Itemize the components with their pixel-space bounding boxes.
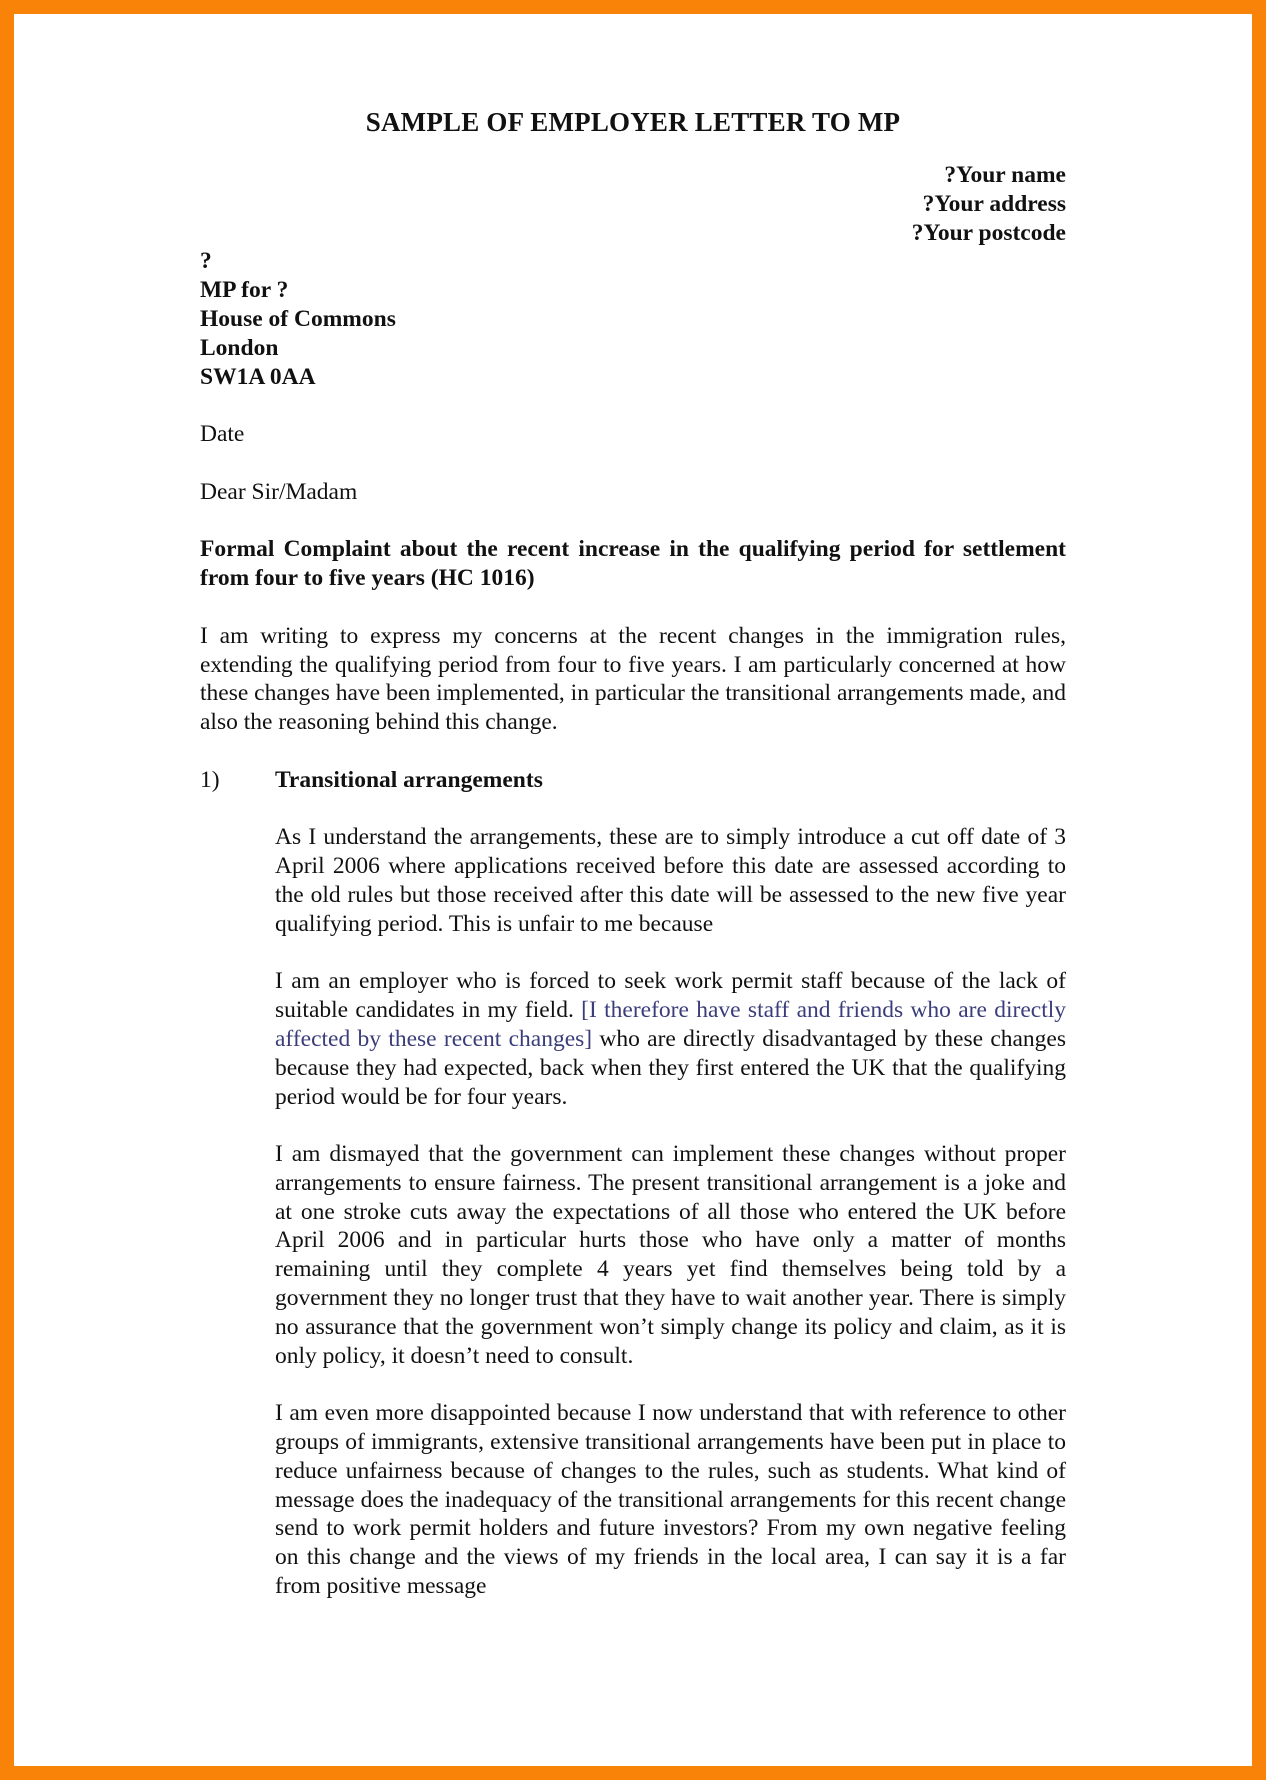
- sender-postcode: ?Your postcode: [911, 219, 1066, 246]
- sender-name: ?Your name: [944, 162, 1066, 188]
- section-heading: [200, 766, 1066, 795]
- letter-title: SAMPLE OF EMPLOYER LETTER TO MP: [365, 107, 901, 137]
- sender-address-block: [200, 161, 1066, 247]
- recipient-address-block: [200, 247, 1066, 391]
- recipient-name: ?: [200, 248, 212, 275]
- letter-page: [200, 90, 1066, 1601]
- section-paragraph-3: I am dismayed that the government can implement these changes without proper arrangements to ensure fairness. The present transitional arrangement is a joke and at one stroke cuts away the expectations of all those who entered the UK before April 2006 and in particular hurts those who have only a matter of months remaining until they complete 4 years yet find themselves being told by a government they no longer trust that they have to wait another year. There is simply no assurance that the government won’t simply change its policy and claim, as it is only policy, it doesn’t need to consult.: [275, 1141, 1066, 1369]
- section-paragraph-1: As I understand the arrangements, these are to simply introduce a cut off date of 3 April 2006 where applications received before this date are assessed according to the old rules but those received after this date will be assessed to the new five year qualifying period. This is unfair to me because: [275, 824, 1066, 937]
- sender-address: ?Your address: [922, 190, 1066, 217]
- section-paragraph-2: [275, 967, 1066, 1111]
- section-number: 1): [200, 766, 220, 793]
- section-paragraph-4: I am even more disappointed because I now understand that with reference to other groups of immigrants, extensive transitional arrangements have been put in place to reduce unfairness because of changes to the rules, such as students. What kind of message does the inadequacy of the transitional arrangements for this recent change send to work permit holders and future investors? From my own negative feeling on this change and the views of my friends in the local area, I can say it is a far from positive message: [275, 1400, 1066, 1600]
- recipient-constituency: MP for ?: [200, 277, 289, 304]
- section-title: Transitional arrangements: [275, 766, 543, 793]
- letter-date: Date: [200, 421, 245, 448]
- paragraph-2-start: I am an employer who is forced to seek work permit staff because of the lack of suitable candidates in my field.: [275, 968, 1066, 1024]
- paragraph-2-end: who are directly disadvantaged by these changes because they had expected, back when they first entered the UK that the qualifying period would be for four years.: [275, 1025, 1067, 1110]
- highlighted-placeholder-text: [I therefore have staff and friends who are directly affected by these recent changes]: [275, 997, 1066, 1052]
- intro-paragraph: I am writing to express my concerns at the recent changes in the immigration rules, extending the qualifying period from four to five years. I am particularly concerned at how these changes have been implemented, in particular the transitional arrangements made, and also the reasoning behind this change.: [200, 622, 1066, 736]
- recipient-city: London: [200, 334, 279, 361]
- salutation: Dear Sir/Madam: [200, 478, 358, 505]
- recipient-postcode: SW1A 0AA: [200, 363, 316, 390]
- recipient-house: House of Commons: [200, 305, 396, 332]
- subject-line: Formal Complaint about the recent increase in the qualifying period for settlement from four to five years (HC 1016): [200, 536, 1066, 592]
